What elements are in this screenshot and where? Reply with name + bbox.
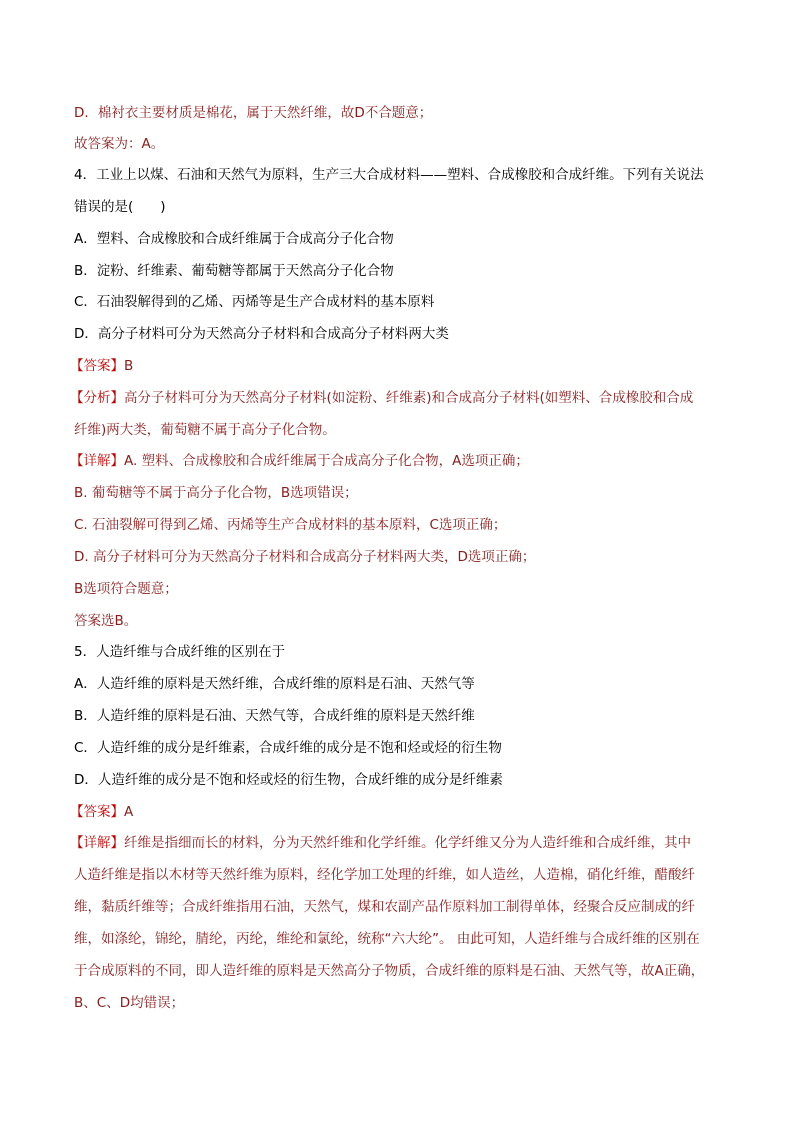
q4-detail-line-2: B. 葡萄糖等不属于高分子化合物，B选项错误； xyxy=(74,485,358,501)
q5-answer-line xyxy=(70,803,730,821)
q5-answer-value: A xyxy=(124,804,134,820)
q5-detail-line-4: 维，如涤纶，锦纶，腈纶，丙纶，维纶和氯纶，统称“六大纶”。 由此可知，人造纤维与合成纤维的区别在 xyxy=(74,931,700,947)
answer-tag: 【答案】 xyxy=(70,804,124,820)
q4-detail-line-4: D. 高分子材料可分为天然高分子材料和合成高分子材料两大类，D选项正确； xyxy=(74,549,536,565)
q5-detail-line-2: 人造纤维是指以木材等天然纤维为原料，经化学加工处理的纤维，如人造丝，人造棉，硝化纤维，醋酸纤 xyxy=(74,867,695,883)
q5-stem: 5．人造纤维与合成纤维的区别在于 xyxy=(74,644,286,660)
q5-option-d: D．人造纤维的成分是不饱和烃或烃的衍生物，合成纤维的成分是纤维素 xyxy=(74,772,503,788)
q4-stem-line-1: 4．工业上以煤、石油和天然气为原料，生产三大合成材料——塑料、合成橡胶和合成纤维。下列有关说法 xyxy=(74,167,704,183)
q4-option-d: D．高分子材料可分为天然高分子材料和合成高分子材料两大类 xyxy=(74,326,449,342)
q5-option-c: C．人造纤维的成分是纤维素，合成纤维的成分是不饱和烃或烃的衍生物 xyxy=(74,740,502,756)
q5-option-a: A．人造纤维的原料是天然纤维，合成纤维的原料是石油、天然气等 xyxy=(74,676,475,692)
q5-detail-line-3: 维，黏质纤维等；合成纤维指用石油，天然气，煤和农副产品作原料加工制得单体，经聚合反应制成的纤 xyxy=(74,899,695,915)
q4-detail-text-1: A. 塑料、合成橡胶和合成纤维属于合成高分子化合物，A选项正确； xyxy=(124,453,529,469)
q5-option-b: B．人造纤维的原料是石油、天然气等，合成纤维的原料是天然纤维 xyxy=(74,708,475,724)
q4-option-c: C．石油裂解得到的乙烯、丙烯等是生产合成材料的基本原料 xyxy=(74,294,435,310)
q4-detail-line-1 xyxy=(70,452,730,470)
q5-detail-line-5: 于合成原料的不同，即人造纤维的原料是天然高分子物质，合成纤维的原料是石油、天然气等，故A正确， xyxy=(74,963,705,979)
analysis-tag: 【分析】 xyxy=(70,390,124,406)
q4-answer-line xyxy=(70,357,730,375)
q4-answer-value: B xyxy=(124,358,134,374)
answer-tag: 【答案】 xyxy=(70,358,124,374)
q5-detail-line-6: B、C、D均错误； xyxy=(74,995,185,1011)
q4-stem-line-2: 错误的是( ) xyxy=(74,199,166,215)
q4-option-b: B．淀粉、纤维素、葡萄糖等都属于天然高分子化合物 xyxy=(74,263,394,279)
detail-tag: 【详解】 xyxy=(70,835,124,851)
q4-analysis-line-1 xyxy=(70,389,730,407)
prev-answer-line: 故答案为：A。 xyxy=(74,136,165,152)
q4-analysis-text-1: 高分子材料可分为天然高分子材料(如淀粉、纤维素)和合成高分子材料(如塑料、合成橡胶和合成 xyxy=(124,390,694,406)
q4-analysis-line-2: 纤维)两大类，葡萄糖不属于高分子化合物。 xyxy=(74,422,336,438)
q5-detail-text-1: 纤维是指细而长的材料，分为天然纤维和化学纤维。化学纤维又分为人造纤维和合成纤维，其中 xyxy=(124,835,691,851)
q4-detail-line-3: C. 石油裂解可得到乙烯、丙烯等生产合成材料的基本原料，C选项正确； xyxy=(74,517,507,533)
q4-detail-line-6: 答案选B。 xyxy=(74,613,138,629)
q5-detail-line-1 xyxy=(70,834,730,852)
detail-tag: 【详解】 xyxy=(70,453,124,469)
q4-detail-line-5: B选项符合题意； xyxy=(74,581,178,597)
prev-option-d-explanation: D．棉衬衣主要材质是棉花，属于天然纤维，故D不合题意； xyxy=(74,105,433,121)
q4-option-a: A．塑料、合成橡胶和合成纤维属于合成高分子化合物 xyxy=(74,231,394,247)
